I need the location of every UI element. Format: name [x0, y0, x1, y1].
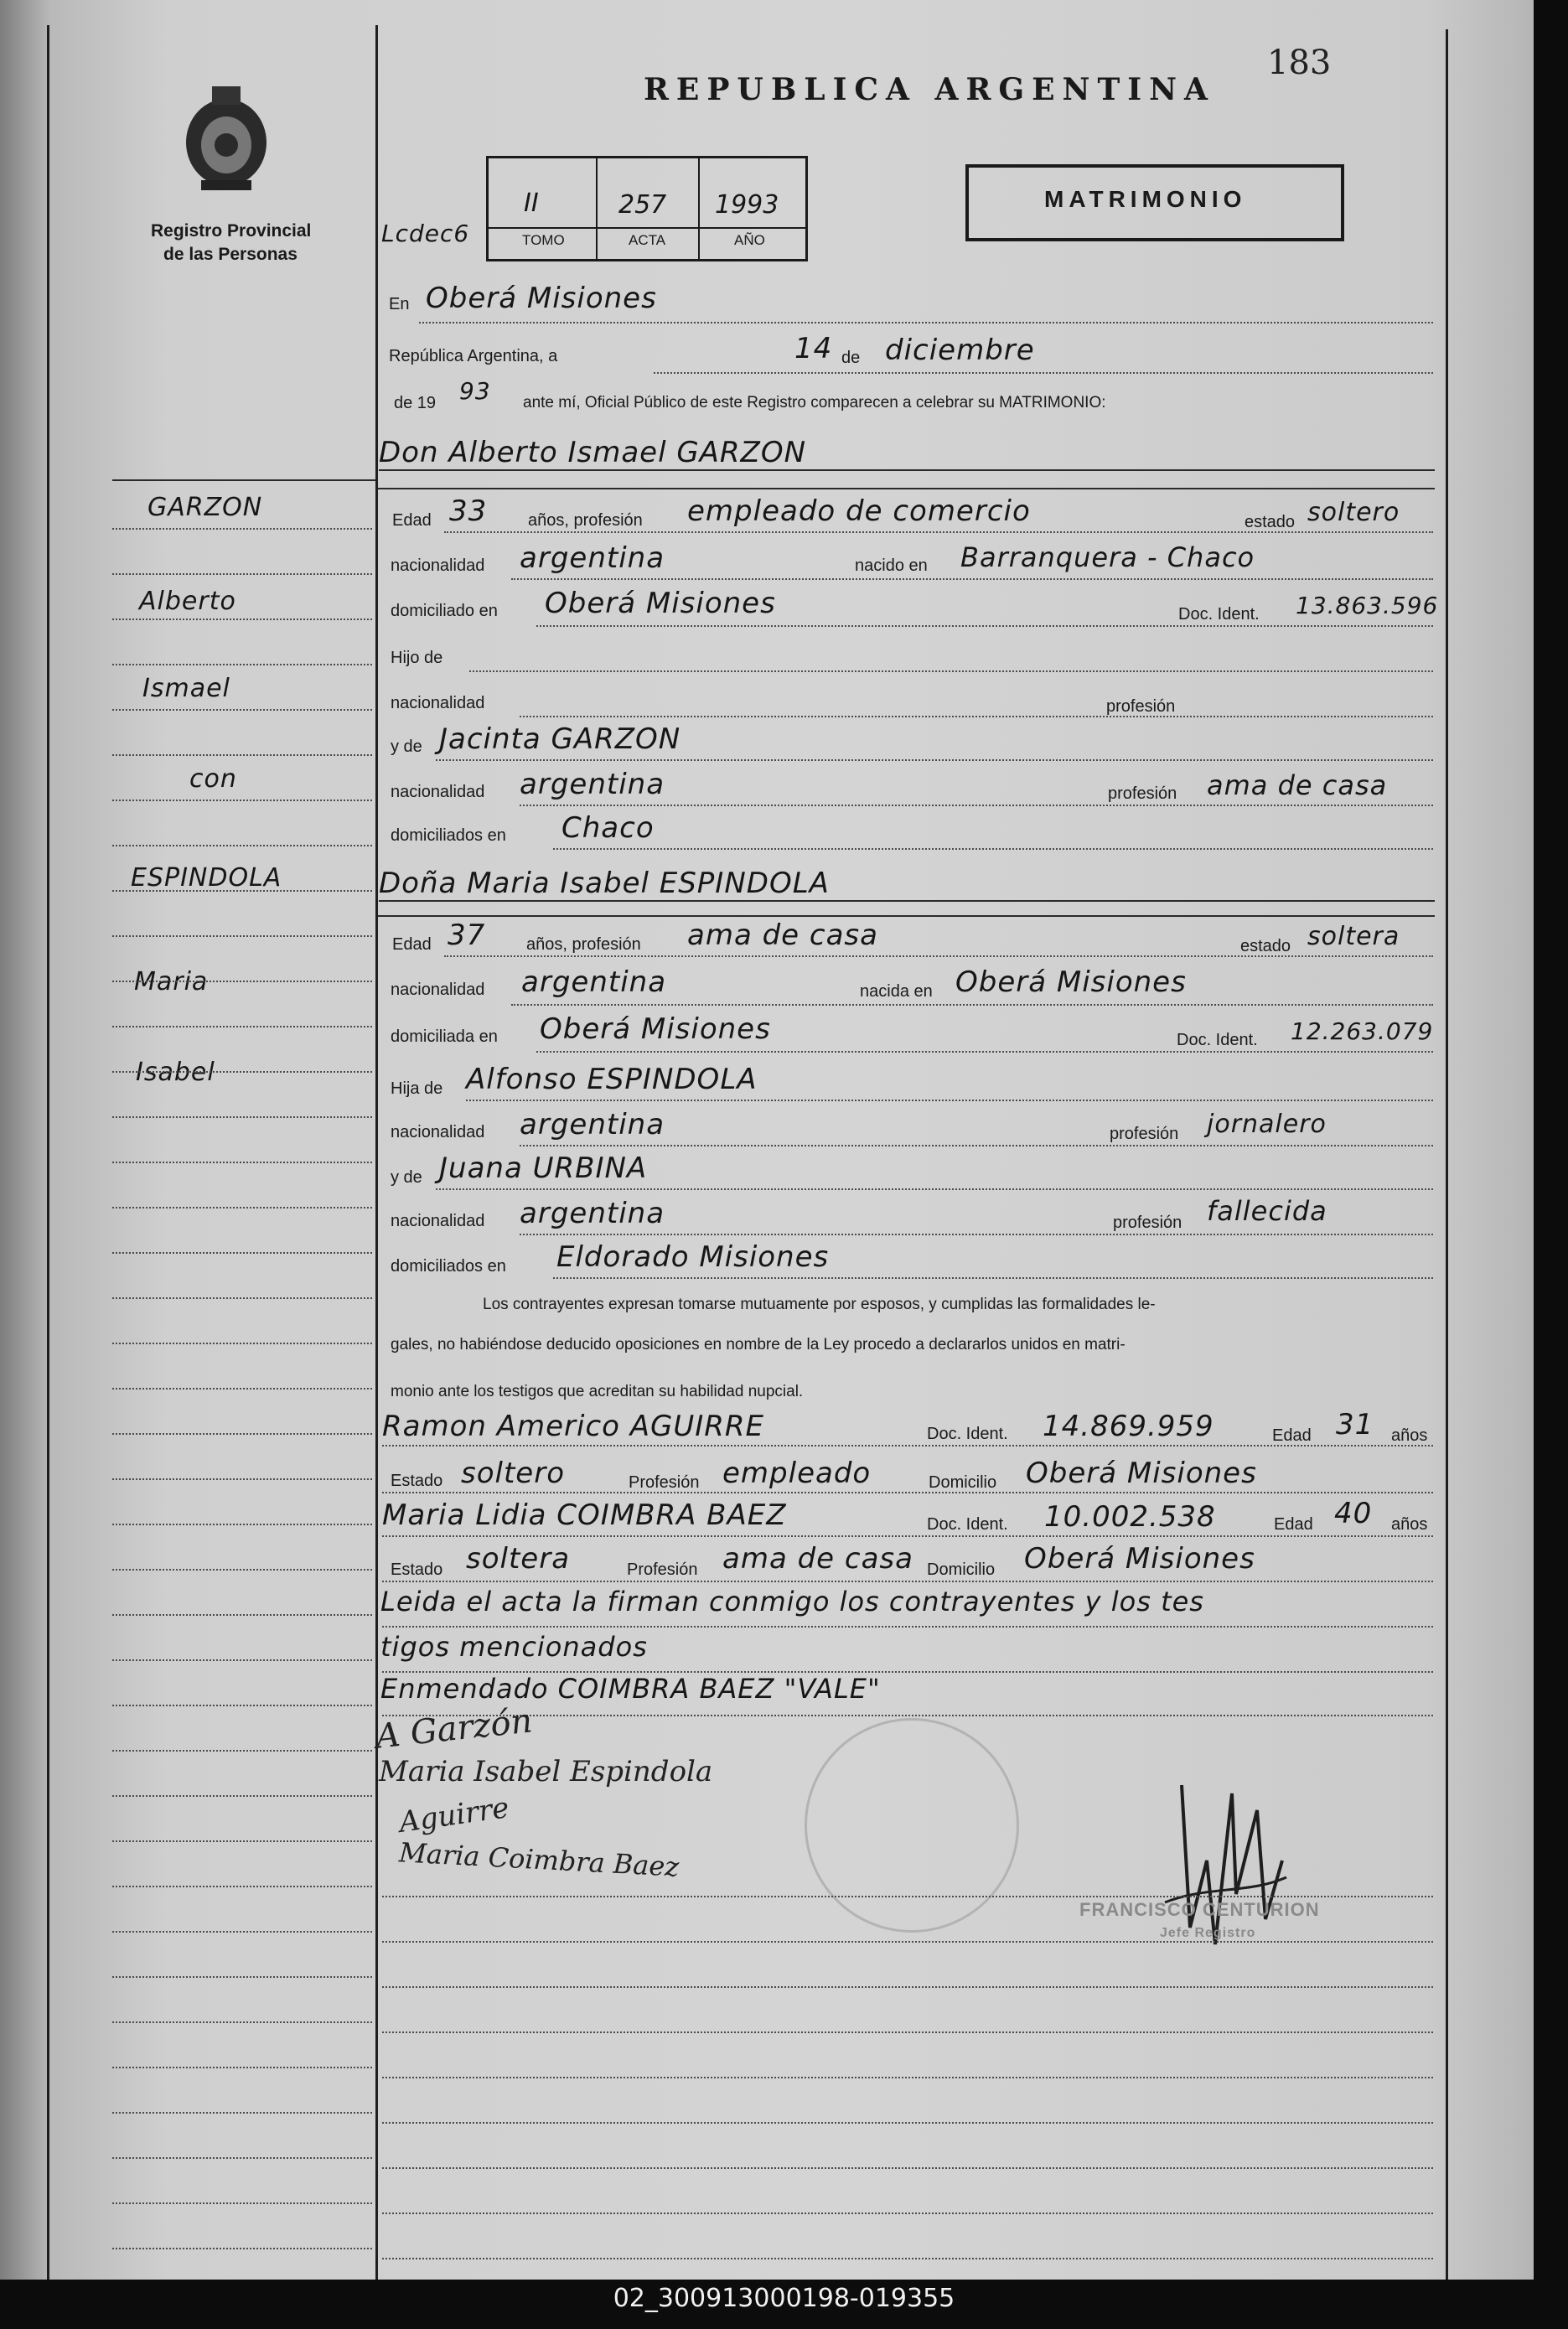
groom-section-top-rule	[377, 488, 1435, 489]
groom-doc-label: Doc. Ident.	[1178, 605, 1260, 624]
groom-father-label: Hijo de	[391, 649, 443, 667]
marriage-day: 14	[794, 332, 833, 365]
bride-nacida-label: nacida en	[860, 982, 933, 1001]
bride-doc: 12.263.079	[1291, 1017, 1434, 1045]
bride-nacionalidad-label: nacionalidad	[391, 981, 485, 999]
declaration-line1: Los contrayentes expresan tomarse mutuamente por esposos, y cumplidas las formalidades le-	[483, 1296, 1156, 1313]
groom-mother-prof-label: profesión	[1108, 784, 1177, 803]
declaration-line2: gales, no habiéndose deducido oposiciones en nombre de la Ley procedo a declararlos unidos en matri-	[391, 1336, 1126, 1353]
margin-rule-line	[112, 664, 372, 665]
bride-father-nat: argentina	[520, 1108, 665, 1141]
groom-status: soltero	[1307, 498, 1400, 527]
witness1-status: soltero	[461, 1457, 565, 1490]
margin-divider-rule	[375, 25, 378, 2280]
country-title: REPUBLICA ARGENTINA	[644, 72, 1215, 107]
witness1-anos-label: años	[1391, 1426, 1428, 1445]
record-box-divider	[489, 227, 805, 229]
bride-domicilio-label: domiciliada en	[391, 1027, 498, 1046]
margin-rule-line	[112, 1433, 372, 1435]
groom-parents-dom: Chaco	[561, 811, 655, 845]
witness2-edad-label: Edad	[1274, 1515, 1313, 1534]
witness1-doc: 14.869.959	[1043, 1410, 1214, 1443]
margin-con: con	[189, 764, 237, 794]
bride-mother-prof: fallecida	[1207, 1195, 1327, 1227]
groom-father-prof-label: profesión	[1106, 697, 1176, 716]
margin-note: Lcdec6	[381, 220, 470, 247]
margin-rule-line	[112, 1207, 372, 1208]
margin-rule-line	[112, 1569, 372, 1571]
bride-father-nat-label: nacionalidad	[391, 1123, 485, 1141]
body-rule-line	[382, 2258, 1433, 2259]
closing-line2: tigos mencionados	[380, 1631, 648, 1663]
bride-father: Alfonso ESPINDOLA	[466, 1063, 758, 1096]
groom-dom-rule	[536, 625, 1433, 627]
margin-given-name-3: Maria	[134, 967, 209, 996]
bride-parents-dom: Eldorado Misiones	[556, 1240, 830, 1274]
witness2-rule	[382, 1535, 1433, 1537]
margin-rule-line	[112, 618, 372, 620]
margin-rule-line	[112, 2202, 372, 2204]
page-number: 183	[1267, 44, 1332, 82]
witness2-domicile: Oberá Misiones	[1024, 1542, 1255, 1576]
groom-domicile: Oberá Misiones	[545, 587, 776, 620]
margin-rule-line	[112, 2021, 372, 2023]
margin-rule-line	[112, 1931, 372, 1933]
groom-edad-label: Edad	[392, 511, 432, 530]
witness2-profession: ama de casa	[722, 1542, 913, 1576]
margin-rule-line	[112, 1116, 372, 1118]
body-rule-line	[382, 2077, 1433, 2078]
witness1-signature: Aguirre	[396, 1791, 511, 1840]
record-box-cell-divider	[698, 158, 700, 259]
groom-parents-dom-label: domiciliados en	[391, 826, 506, 845]
bride-parents-dom-label: domiciliados en	[391, 1257, 506, 1276]
margin-given-name-1: Alberto	[139, 587, 236, 616]
declaration-line3: monio ante los testigos que acreditan su habilidad nupcial.	[391, 1383, 804, 1400]
year-prefix: de 19	[394, 394, 437, 412]
groom-profesion-label: años, profesión	[528, 511, 643, 530]
witness1-estado-label: Estado	[391, 1472, 443, 1490]
official-stamp-title: Jefe Registro	[1160, 1926, 1256, 1940]
bride-profesion-label: años, profesión	[526, 935, 641, 954]
body-rule-line	[382, 1986, 1433, 1988]
witness2-estado-rule	[382, 1581, 1433, 1582]
ano-value: 1993	[715, 190, 779, 220]
margin-rule-line	[112, 2067, 372, 2068]
margin-rule-line	[112, 935, 372, 937]
bride-estado-label: estado	[1240, 937, 1291, 955]
acta-label: ACTA	[629, 232, 666, 248]
witness1-edad-label: Edad	[1272, 1426, 1312, 1445]
margin-rule-line	[112, 1388, 372, 1390]
margin-rule-line	[112, 1659, 372, 1661]
witness1-domicile: Oberá Misiones	[1026, 1457, 1257, 1490]
bride-status: soltera	[1307, 922, 1400, 951]
bride-mother-nat-label: nacionalidad	[391, 1212, 485, 1230]
groom-nacido-label: nacido en	[855, 556, 928, 575]
bride-mother-prof-label: profesión	[1113, 1214, 1182, 1232]
margin-rule-line	[112, 1750, 372, 1752]
groom-estado-label: estado	[1245, 513, 1296, 531]
tomo-label: TOMO	[522, 232, 565, 248]
bride-birthplace: Oberá Misiones	[955, 965, 1187, 999]
bride-mother-label: y de	[391, 1168, 422, 1187]
margin-rule-line	[112, 1524, 372, 1525]
provincial-seal-icon	[180, 80, 272, 197]
closing-line1-rule	[382, 1626, 1433, 1628]
body-rule-line	[382, 2031, 1433, 2033]
margin-rule-line	[112, 2157, 372, 2159]
witness1-estado-rule	[382, 1492, 1433, 1493]
marriage-year: 93	[459, 377, 491, 405]
margin-rule-line	[112, 1252, 372, 1254]
margin-rule-line	[112, 709, 372, 711]
margin-rule-line	[112, 1840, 372, 1842]
closing-line3: Enmendado COIMBRA BAEZ "VALE"	[380, 1673, 881, 1705]
celebrate-text: ante mí, Oficial Público de este Registro comparecen a celebrar su MATRIMONIO:	[523, 394, 1106, 411]
bride-father-prof-label: profesión	[1110, 1125, 1179, 1143]
en-label: En	[389, 295, 410, 313]
groom-mother: Jacinta GARZON	[439, 722, 681, 756]
groom-age-rule	[444, 531, 1433, 533]
margin-rule-line	[112, 573, 372, 575]
closing-line1: Leida el acta la firman conmigo los contrayentes y los tes	[380, 1586, 1204, 1617]
margin-given-name-2: Ismael	[142, 674, 230, 703]
margin-rule-line	[112, 1162, 372, 1163]
margin-rule-line	[112, 1478, 372, 1480]
witness2-signature: Maria Coimbra Baez	[398, 1836, 681, 1883]
margin-rule-line	[112, 1976, 372, 1978]
witness2-doc-label: Doc. Ident.	[927, 1515, 1008, 1534]
body-rule-line	[382, 2122, 1433, 2124]
record-box-cell-divider	[596, 158, 598, 259]
groom-full-name: Don Alberto Ismael GARZON	[379, 436, 807, 469]
bride-mother: Juana URBINA	[439, 1152, 648, 1185]
bride-nationality: argentina	[521, 965, 667, 999]
registry-name-line1: Registro Provincial	[151, 221, 312, 241]
place-rule	[419, 322, 1433, 323]
margin-rule-line	[112, 1026, 372, 1027]
margin-rule-line	[112, 1705, 372, 1706]
margin-rule-line	[112, 1297, 372, 1299]
margin-rule-line	[112, 528, 372, 530]
body-rule-line	[382, 1896, 1433, 1897]
margin-surname-2: ESPINDOLA	[131, 863, 282, 893]
document-type: MATRIMONIO	[1044, 186, 1247, 212]
bride-mother-rule	[436, 1188, 1433, 1190]
official-signature-icon	[1157, 1760, 1291, 1978]
right-border-rule	[1446, 29, 1448, 2280]
groom-domicilio-label: domiciliado en	[391, 602, 498, 620]
groom-mother-rule	[436, 759, 1433, 761]
bride-age-rule	[444, 955, 1433, 957]
registry-round-stamp	[805, 1718, 1019, 1933]
bride-profession: ama de casa	[687, 919, 878, 952]
tomo-value: II	[524, 189, 539, 218]
bride-father-nat-rule	[520, 1145, 1433, 1146]
margin-rule-line	[112, 1071, 372, 1073]
bride-mother-nat: argentina	[520, 1197, 665, 1230]
margin-rule-line	[112, 2112, 372, 2114]
margin-rule-line	[112, 800, 372, 801]
groom-father-rule	[469, 670, 1433, 672]
margin-rule-line	[112, 1795, 372, 1797]
bride-signature: Maria Isabel Espindola	[379, 1755, 713, 1788]
image-id-caption: 02_300913000198-019355	[613, 2284, 955, 2313]
margin-rule-line	[112, 981, 372, 982]
margin-surname: GARZON	[147, 493, 263, 522]
bride-full-name: Doña Maria Isabel ESPINDOLA	[379, 867, 830, 900]
witness2-estado-label: Estado	[391, 1560, 443, 1579]
bride-domicile: Oberá Misiones	[540, 1012, 771, 1046]
witness2-status: soltera	[466, 1542, 571, 1576]
bride-age: 37	[448, 919, 486, 952]
groom-nat-rule	[511, 578, 1433, 580]
groom-age: 33	[449, 494, 488, 528]
date-rule	[654, 372, 1433, 374]
closing-line3-rule	[382, 1715, 1433, 1716]
margin-rule-line	[112, 2248, 372, 2249]
groom-mother-nat: argentina	[520, 768, 665, 801]
groom-signature: A Garzón	[374, 1701, 535, 1757]
margin-rule-line	[112, 1886, 372, 1887]
de-label: de	[841, 349, 861, 367]
witness2-profesion-label: Profesión	[627, 1560, 698, 1579]
bride-nat-rule	[511, 1004, 1433, 1006]
groom-mother-nat-rule	[520, 805, 1433, 806]
witness1-domicilio-label: Domicilio	[929, 1473, 997, 1492]
official-stamp-name: FRANCISCO CENTURION	[1079, 1899, 1320, 1920]
margin-rule-line	[112, 890, 372, 892]
bride-father-rule	[466, 1100, 1433, 1101]
groom-mother-prof: ama de casa	[1207, 769, 1388, 801]
margin-given-name-4: Isabel	[136, 1058, 215, 1087]
witness1-rule	[382, 1445, 1433, 1447]
witness2-age: 40	[1334, 1497, 1373, 1530]
bride-parents-dom-rule	[553, 1277, 1433, 1279]
groom-nacionalidad-label: nacionalidad	[391, 556, 485, 575]
witness2-domicilio-label: Domicilio	[927, 1560, 996, 1579]
witness1-age: 31	[1336, 1408, 1374, 1441]
margin-rule-line	[112, 845, 372, 846]
bride-doc-label: Doc. Ident.	[1177, 1031, 1258, 1049]
registry-name-line2: de las Personas	[163, 245, 298, 264]
witness1-name: Ramon Americo AGUIRRE	[382, 1410, 765, 1443]
margin-rule-line	[112, 1343, 372, 1344]
body-rule-line	[382, 2213, 1433, 2214]
bride-father-label: Hija de	[391, 1079, 443, 1098]
bride-name-rule	[379, 900, 1435, 902]
witness2-name: Maria Lidia COIMBRA BAEZ	[382, 1498, 787, 1532]
groom-nationality: argentina	[520, 541, 665, 575]
margin-rule-line	[112, 754, 372, 756]
body-rule-line	[382, 1941, 1433, 1943]
groom-parents-dom-rule	[553, 848, 1433, 850]
witness1-profesion-label: Profesión	[629, 1473, 700, 1492]
bride-mother-nat-rule	[520, 1234, 1433, 1235]
marriage-month: diciembre	[885, 334, 1035, 367]
groom-birthplace: Barranquera - Chaco	[960, 541, 1255, 573]
margin-rule-line	[112, 1614, 372, 1616]
republica-label: República Argentina, a	[389, 347, 558, 365]
groom-mother-nat-label: nacionalidad	[391, 783, 485, 801]
bride-section-top-rule	[377, 915, 1435, 917]
record-number-box	[486, 156, 808, 261]
witness1-doc-label: Doc. Ident.	[927, 1425, 1008, 1443]
groom-father-nat-rule	[520, 716, 1433, 717]
left-border-rule	[47, 25, 49, 2280]
acta-value: 257	[618, 190, 667, 220]
bride-father-prof: jornalero	[1207, 1110, 1327, 1139]
ano-label: AÑO	[734, 232, 765, 248]
groom-name-rule	[379, 469, 1435, 471]
witness2-doc: 10.002.538	[1044, 1500, 1216, 1534]
groom-father-nat-label: nacionalidad	[391, 694, 485, 712]
body-rule-line	[382, 2167, 1433, 2169]
bride-edad-label: Edad	[392, 935, 432, 954]
marriage-place: Oberá Misiones	[426, 282, 657, 315]
groom-profession: empleado de comercio	[687, 494, 1031, 528]
witness1-profession: empleado	[722, 1457, 872, 1490]
groom-doc: 13.863.596	[1296, 592, 1439, 619]
margin-top-rule	[112, 479, 375, 481]
witness2-anos-label: años	[1391, 1515, 1428, 1534]
bride-dom-rule	[536, 1051, 1433, 1053]
document-type-box	[965, 164, 1344, 241]
groom-mother-label: y de	[391, 738, 422, 756]
